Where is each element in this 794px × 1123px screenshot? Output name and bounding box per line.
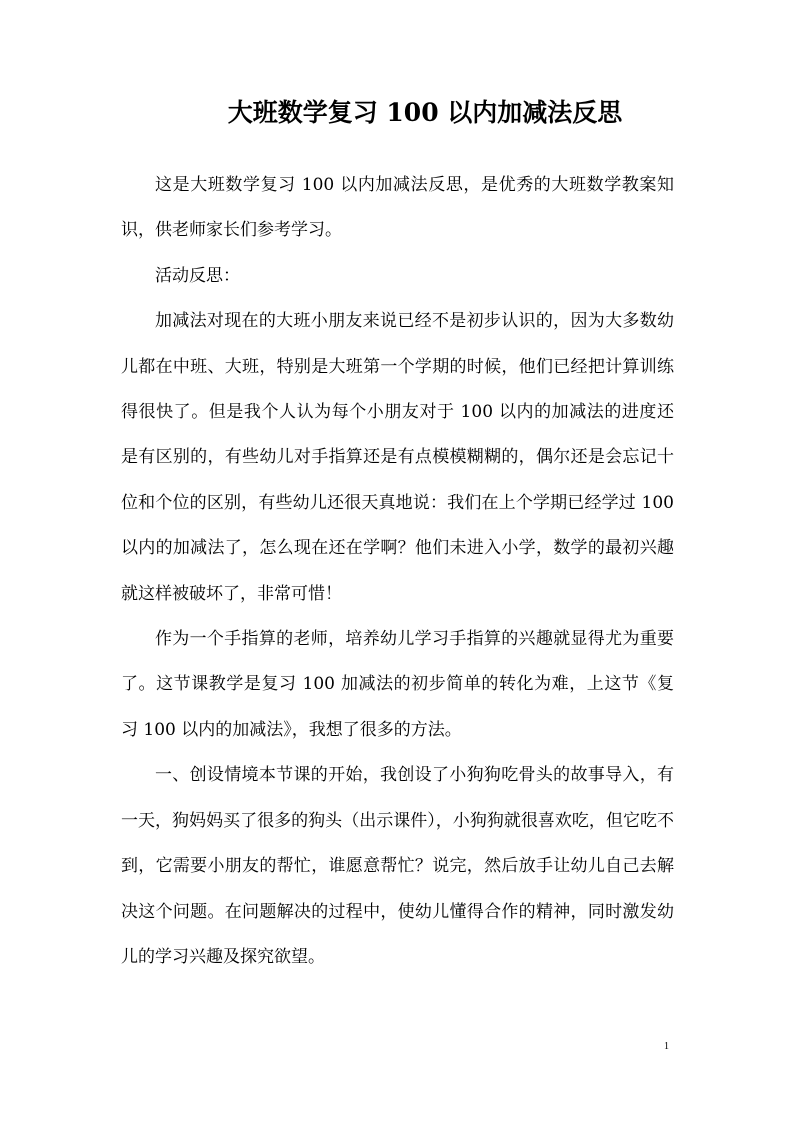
paragraph-section-heading: 活动反思： xyxy=(155,265,240,286)
page-number: 1 xyxy=(664,1041,669,1052)
document-title: 大班数学复习 100 以内加减法反思 xyxy=(227,98,623,127)
paragraph-scenario: 一、创设情境本节课的开始，我创设了小狗狗吃骨头的故事导入，有一天，狗妈妈买了很多的狗头（出示课件），小狗狗就很喜欢吃，但它吃不到，它需要小朋友的帮忙，谁愿意帮忙？说完，然后放手让幼儿自己去解决这个问题。在问题解决的过程中，使幼儿懂得合作的精神，同时激发幼儿的学习兴趣及探究欲望。 xyxy=(121,765,674,967)
paragraph-reflection: 加减法对现在的大班小朋友来说已经不是初步认识的，因为大多数幼儿都在中班、大班，特别是大班第一个学期的时候，他们已经把计算训练得很快了。但是我个人认为每个小朋友对于 100 以内的加减法的进度还是有区别的，有些幼儿对手指算还是有点模模糊糊的，偶尔还是会忘记十位和个位的区别，有些幼儿还很天真地说：我们在上个学期已经学过 100 以内的加减法了，怎么现在还在学啊？他们未进入小学，数学的最初兴趣就这样被破坏了，非常可惜！ xyxy=(121,311,674,604)
paragraph-intro: 这是大班数学复习 100 以内加减法反思，是优秀的大班数学教案知识，供老师家长们参考学习。 xyxy=(121,175,674,241)
paragraph-teacher-role: 作为一个手指算的老师，培养幼儿学习手指算的兴趣就显得尤为重要了。这节课教学是复习 100 加减法的初步简单的转化为难，上这节《复习 100 以内的加减法》，我想了很多的方法。 xyxy=(121,629,674,740)
document-body xyxy=(121,163,674,980)
